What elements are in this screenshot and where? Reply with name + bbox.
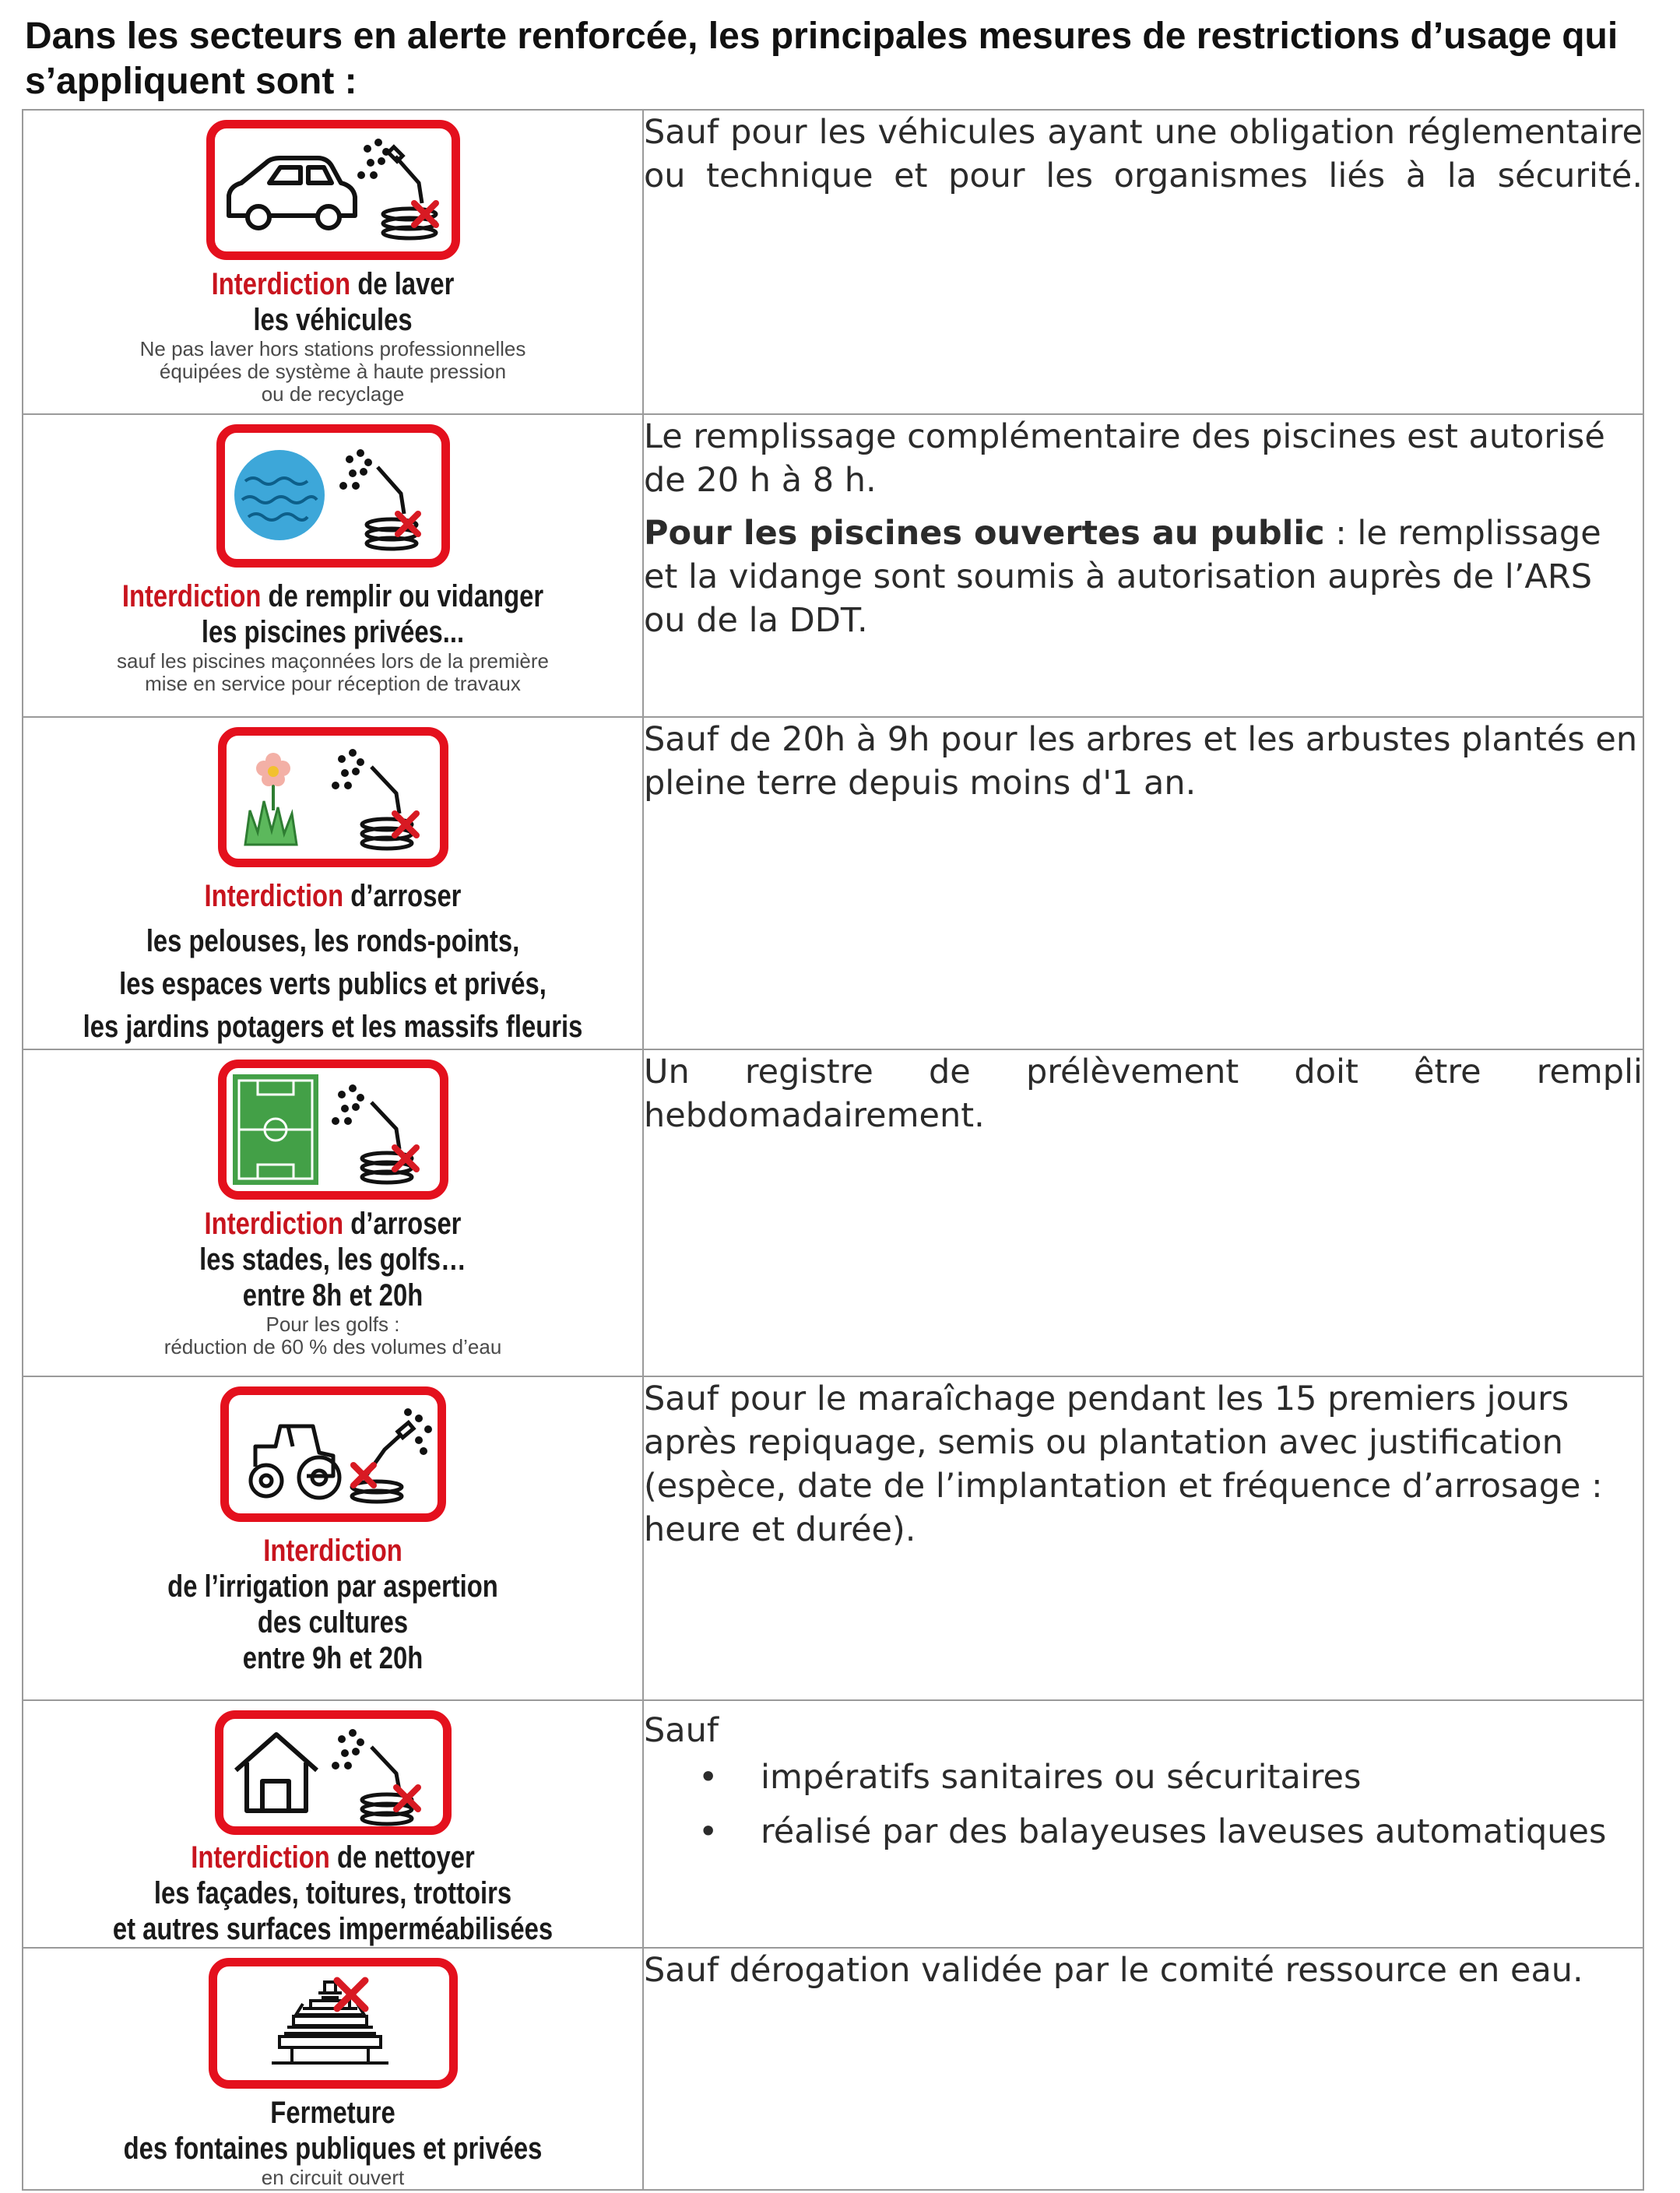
restriction-title: Interdiction de remplir ou vidanger xyxy=(121,579,544,613)
hose-icon xyxy=(362,1102,412,1183)
exception-text-public: Pour les piscines ouvertes au public : le remplissage et la vidange sont soumis à autorisation auprès de l’ARS ou de la DDT. xyxy=(644,514,1601,640)
restriction-note: équipées de système à haute pression xyxy=(159,360,507,383)
restriction-title-line: les façades, toitures, trottoirs xyxy=(153,1876,512,1910)
fountain-pictogram xyxy=(209,1958,458,2089)
car-wash-pictogram xyxy=(206,120,460,260)
fountain-icon xyxy=(272,1982,388,2063)
restriction-note: réduction de 60 % des volumes d’eau xyxy=(163,1335,502,1358)
spray-drops-icon xyxy=(357,139,390,179)
spray-drops-icon xyxy=(332,1729,364,1770)
restriction-title-line: les véhicules xyxy=(253,303,413,337)
exception-text: Sauf dérogation validée par le comité ressource en eau. xyxy=(644,1951,1583,1990)
table-row xyxy=(23,414,1643,717)
cleaning-pictogram xyxy=(215,1710,452,1835)
restriction-note: mise en service pour réception de travaux xyxy=(145,672,521,695)
exception-cell xyxy=(643,717,1643,1049)
restriction-title-line: les espaces verts publics et privés, xyxy=(119,967,547,1001)
pictogram-cell xyxy=(23,1948,643,2190)
hose-icon xyxy=(362,767,412,849)
restriction-note: en circuit ouvert xyxy=(261,2166,405,2189)
cross-icon xyxy=(414,203,436,225)
restriction-title: Interdiction xyxy=(263,1534,402,1568)
restriction-title-line: des cultures xyxy=(257,1605,409,1639)
restriction-title-line: entre 8h et 20h xyxy=(242,1278,424,1313)
hose-icon xyxy=(367,467,416,549)
exception-list xyxy=(644,1755,1643,1854)
sports-field-icon xyxy=(233,1074,318,1185)
stadium-pictogram xyxy=(218,1060,448,1200)
exception-cell xyxy=(643,1049,1643,1376)
exception-text: Un registre de prélèvement doit être rempli hebdomadairement. xyxy=(644,1053,1643,1135)
restriction-title: Fermeture xyxy=(270,2096,395,2130)
restriction-note: ou de recyclage xyxy=(261,382,405,406)
exception-cell xyxy=(643,414,1643,717)
house-icon xyxy=(236,1734,317,1811)
pictogram-cell xyxy=(23,110,643,414)
exception-text: Le remplissage complémentaire des piscines est autorisé de 20 h à 8 h. xyxy=(644,417,1605,500)
table-row xyxy=(23,1700,1643,1948)
restriction-title-line: et autres surfaces imperméabilisées xyxy=(112,1912,554,1946)
exception-cell xyxy=(643,1376,1643,1700)
pictogram-cell xyxy=(23,1049,643,1376)
exception-text: Sauf pour les véhicules ayant une obligation réglementaire ou technique et pour les organismes liés à la sécurité. xyxy=(644,113,1643,195)
restriction-title: Interdiction de nettoyer xyxy=(191,1840,475,1875)
restriction-title-line: les pelouses, les ronds-points, xyxy=(146,924,520,958)
pictogram-cell xyxy=(23,1700,643,1948)
exception-cell xyxy=(643,1700,1643,1948)
garden-pictogram xyxy=(218,727,448,867)
table-row xyxy=(23,1049,1643,1376)
restriction-title: Interdiction d’arroser xyxy=(204,879,462,913)
spray-drops-icon xyxy=(339,449,372,490)
restriction-title: Interdiction de laver xyxy=(211,267,455,301)
hose-icon xyxy=(352,1422,413,1502)
restriction-note: Pour les golfs : xyxy=(265,1313,400,1336)
spray-drops-icon xyxy=(332,749,364,789)
restriction-title-line: de l’irrigation par aspertion xyxy=(167,1569,498,1604)
irrigation-pictogram xyxy=(220,1386,446,1522)
exception-text: Sauf xyxy=(644,1711,719,1750)
table-row xyxy=(23,1948,1643,2190)
list-item: • impératifs sanitaires ou sécuritaires xyxy=(644,1755,1643,1799)
restrictions-table xyxy=(22,109,1644,2191)
restriction-title-line: des fontaines publiques et privées xyxy=(123,2131,543,2166)
restriction-note: Ne pas laver hors stations professionnelles xyxy=(139,337,526,360)
hose-icon xyxy=(362,1747,412,1824)
spray-drops-icon xyxy=(332,1084,364,1125)
list-item: • réalisé par des balayeuses laveuses automatiques xyxy=(644,1810,1643,1854)
flower-icon xyxy=(245,753,297,845)
exception-text: Sauf de 20h à 9h pour les arbres et les arbustes plantés en pleine terre depuis moins d'1 an. xyxy=(644,720,1638,803)
car-icon xyxy=(229,158,355,228)
tractor-icon xyxy=(251,1426,339,1498)
pictogram-cell xyxy=(23,1376,643,1700)
restriction-title: Interdiction d’arroser xyxy=(204,1207,462,1241)
restriction-title-line: entre 9h et 20h xyxy=(242,1641,424,1675)
hose-icon xyxy=(383,147,436,238)
table-row xyxy=(23,717,1643,1049)
pictogram-cell xyxy=(23,717,643,1049)
pool-water-icon xyxy=(234,450,325,540)
table-row xyxy=(23,110,1643,414)
exception-text: Sauf pour le maraîchage pendant les 15 premiers jours après repiquage, semis ou plantation avec justification (espèce, date de l’implantation et fréquence d’arrosage : heure et durée). xyxy=(644,1379,1603,1549)
exception-cell xyxy=(643,110,1643,414)
exception-cell xyxy=(643,1948,1643,2190)
restriction-note: sauf les piscines maçonnées lors de la première xyxy=(117,649,549,673)
restriction-title-line: les stades, les golfs… xyxy=(199,1242,466,1277)
page-heading: Dans les secteurs en alerte renforcée, les principales mesures de restrictions d’usage qui s’appliquent sont : xyxy=(25,16,1618,102)
restriction-title-line: les jardins potagers et les massifs fleuris xyxy=(83,1010,583,1044)
pictogram-cell xyxy=(23,414,643,717)
pool-pictogram xyxy=(216,424,450,568)
table-row xyxy=(23,1376,1643,1700)
restriction-title-line: les piscines privées... xyxy=(201,615,465,649)
